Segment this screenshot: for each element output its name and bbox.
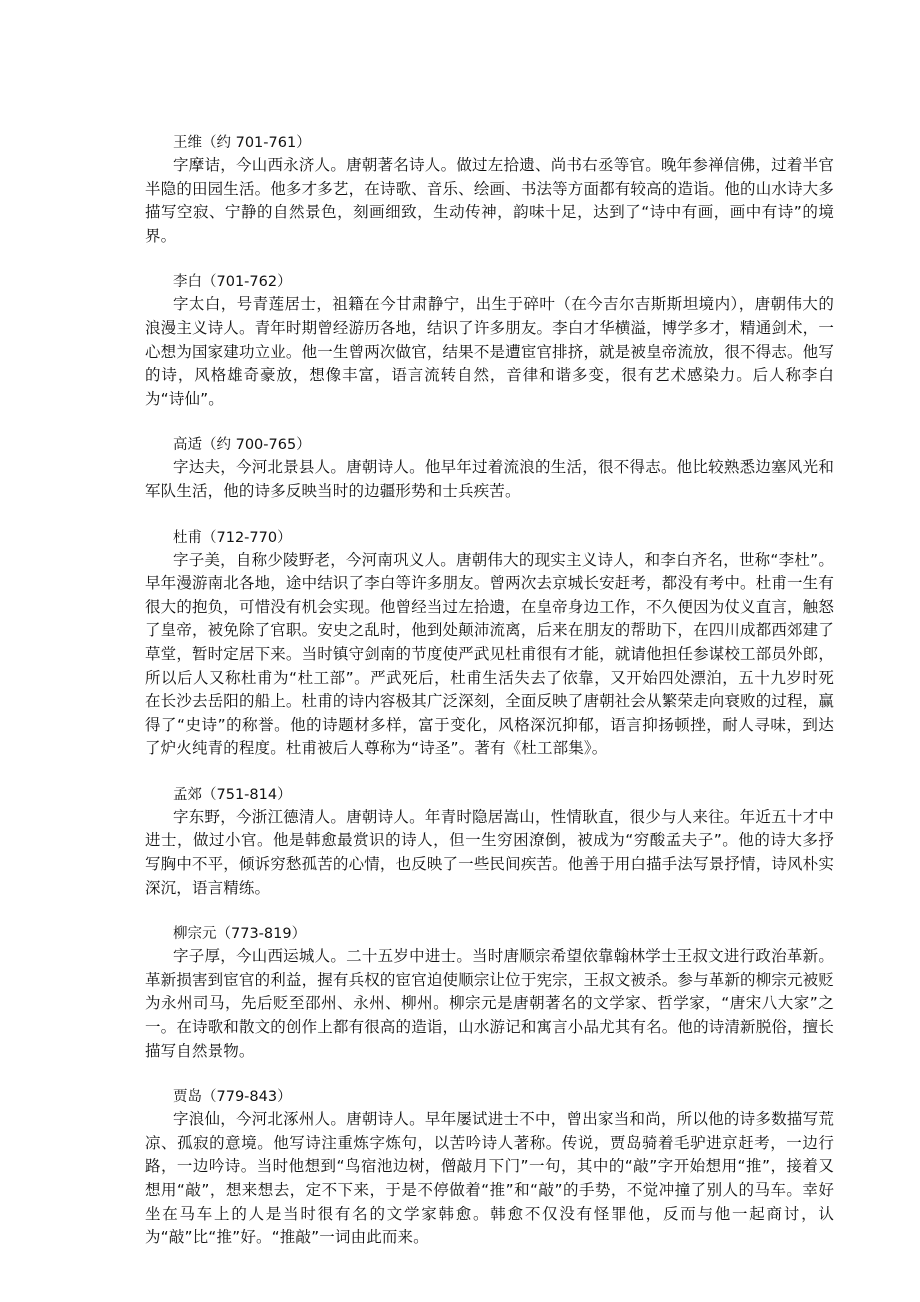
- poet-entry-du-fu: [145, 528, 834, 761]
- poet-biography: 字子厚，今山西运城人。二十五岁中进士。当时唐顺宗希望依靠翰林学士王叔文进行政治革新。革新损害到宦官的利益，握有兵权的宦官迫使顺宗让位于宪宗，王叔文被杀。参与革新的柳宗元被贬为永州司马，先后贬至邵州、永州、柳州。柳宗元是唐朝著名的文学家、哲学家，“唐宋八大家”之一。在诗歌和散文的创作上都有很高的造诣，山水游记和寓言小品尤其有名。他的诗清新脱俗，擅长描写自然景物。: [145, 947, 834, 1060]
- poet-biography: 字摩诘，今山西永济人。唐朝著名诗人。做过左拾遗、尚书右丞等官。晚年参禅信佛，过着半官半隐的田园生活。他多才多艺，在诗歌、音乐、绘画、书法等方面都有较高的造诣。他的山水诗大多描写空寂、宁静的自然景色，刻画细致，生动传神，韵味十足，达到了“诗中有画，画中有诗”的境界。: [145, 156, 834, 245]
- poet-entry-gao-shi: [145, 435, 834, 503]
- poet-heading: 柳宗元（773-819）: [173, 926, 307, 943]
- poet-heading: 高适（约 700-765）: [173, 437, 311, 454]
- poet-heading: 王维（约 701-761）: [173, 135, 311, 151]
- poet-entry-jia-dao: [145, 1087, 834, 1250]
- poet-entry-wang-wei: [145, 133, 834, 248]
- poet-entry-li-bai: [145, 272, 834, 411]
- poet-biography: 字达夫，今河北景县人。唐朝诗人。他早年过着流浪的生活，很不得志。他比较熟悉边塞风光和军队生活，他的诗多反映当时的边疆形势和士兵疾苦。: [145, 458, 834, 500]
- poet-biography: 字子美，自称少陵野老，今河南巩义人。唐朝伟大的现实主义诗人，和李白齐名，世称“李杜”。早年漫游南北各地，途中结识了李白等许多朋友。曾两次去京城长安赶考，都没有考中。杜甫一生有很大的抱负，可惜没有机会实现。他曾经当过左拾遗，在皇帝身边工作，不久便因为仗义直言，触怒了皇帝，被免除了官职。安史之乱时，他到处颠沛流离，后来在朋友的帮助下，在四川成都西郊建了草堂，暂时定居下来。当时镇守剑南的节度使严武见杜甫很有才能，就请他担任参谋校工部员外郎，所以后人又称杜甫为“杜工部”。严武死后，杜甫生活失去了依靠，又开始四处漂泊，五十九岁时死在长沙去岳阳的船上。杜甫的诗内容极其广泛深刻，全面反映了唐朝社会从繁荣走向衰败的过程，赢得了“史诗”的称誉。他的诗题材多样，富于变化，风格深沉抑郁，语言抑扬顿挫，耐人寻味，到达了炉火纯青的程度。杜甫被后人尊称为“诗圣”。著有《杜工部集》。: [145, 550, 834, 758]
- poet-biography: 字太白，号青莲居士，祖籍在今甘肃静宁，出生于碎叶（在今吉尔吉斯斯坦境内），唐朝伟大的浪漫主义诗人。青年时期曾经游历各地，结识了许多朋友。李白才华横溢，博学多才，精通剑术，一心想为国家建功立业。他一生曾两次做官，结果不是遭宦官排挤，就是被皇帝流放，很不得志。他写的诗，风格雄奇豪放，想像丰富，语言流转自然，音律和谐多变，很有艺术感染力。后人称李白为“诗仙”。: [145, 295, 834, 408]
- poet-heading: 杜甫（712-770）: [173, 529, 292, 546]
- poet-entry-liu-zongyuan: [145, 924, 834, 1063]
- poet-entry-meng-jiao: [145, 785, 834, 900]
- poet-biography: 字东野，今浙江德清人。唐朝诗人。年青时隐居嵩山，性情耿直，很少与人来往。年近五十才中进士，做过小官。他是韩愈最赏识的诗人，但一生穷困潦倒，被成为“穷酸孟夫子”。他的诗大多抒写胸中不平，倾诉穷愁孤苦的心情，也反映了一些民间疾苦。他善于用白描手法写景抒情，诗风朴实深沉，语言精练。: [145, 807, 834, 897]
- poet-biography: 字浪仙，今河北涿州人。唐朝诗人。早年屡试进士不中，曾出家当和尚，所以他的诗多数描写荒凉、孤寂的意境。他写诗注重炼字炼句，以苦吟诗人著称。传说，贾岛骑着毛驴进京赶考，一边行路，一边吟诗。当时他想到“鸟宿池边树，僧敲月下门”一句，其中的“敲”字开始想用“推”，接着又想用“敲”，想来想去，定不下来，于是不停做着“推”和“敲”的手势，不觉冲撞了别人的马车。幸好坐在马车上的人是当时很有名的文学家韩愈。韩愈不仅没有怪罪他，反而与他一起商讨，认为“敲”比“推”好。“推敲”一词由此而来。: [145, 1110, 834, 1247]
- poet-heading: 孟郊（751-814）: [173, 786, 292, 803]
- poet-heading: 李白（701-762）: [173, 274, 292, 291]
- poet-heading: 贾岛（779-843）: [173, 1089, 292, 1106]
